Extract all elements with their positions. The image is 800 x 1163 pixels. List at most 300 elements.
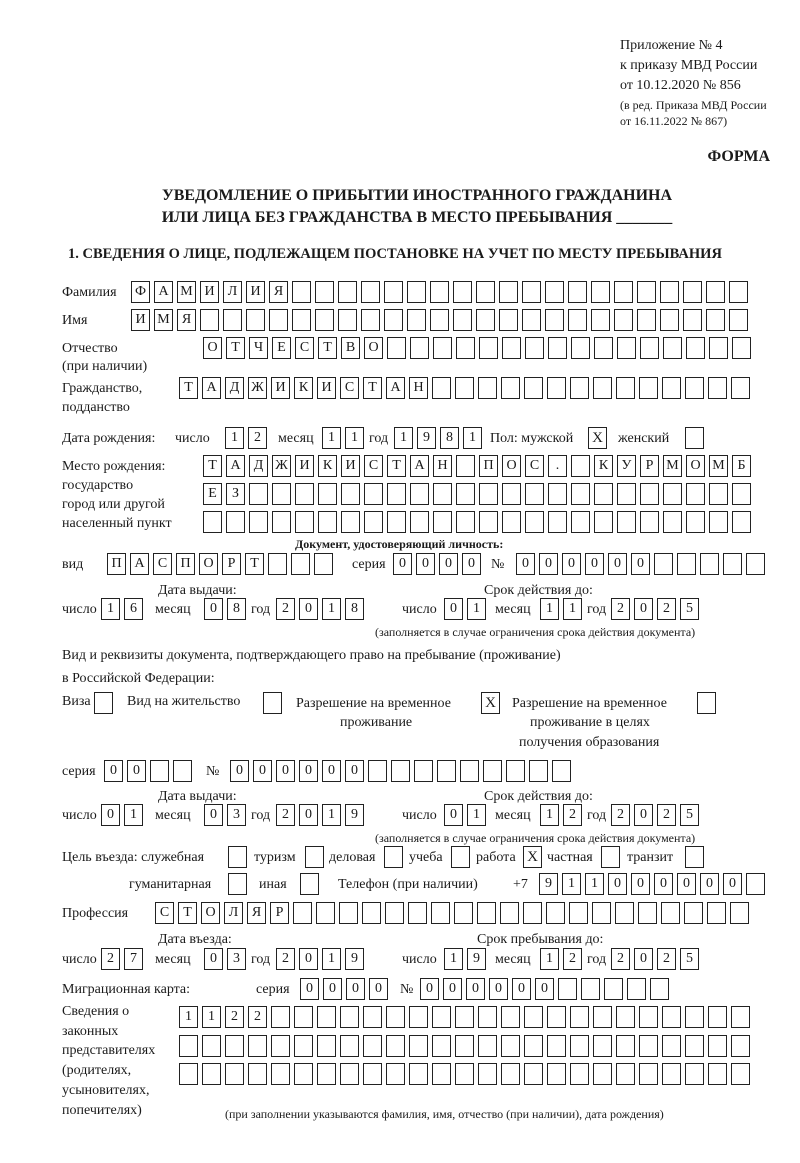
char-cell[interactable]: 1 — [463, 427, 482, 449]
char-cell[interactable]: 1 — [101, 598, 120, 620]
id-number-field[interactable] — [516, 553, 765, 575]
char-cell[interactable]: Т — [178, 902, 197, 924]
char-cell[interactable] — [546, 902, 565, 924]
char-cell[interactable]: М — [663, 455, 682, 477]
char-cell[interactable] — [616, 377, 635, 399]
char-cell[interactable]: 2 — [276, 804, 295, 826]
char-cell[interactable] — [483, 760, 502, 782]
char-cell[interactable] — [294, 1035, 313, 1057]
char-cell[interactable]: 1 — [124, 804, 143, 826]
char-cell[interactable]: З — [226, 483, 245, 505]
char-cell[interactable] — [409, 1006, 428, 1028]
char-cell[interactable]: 1 — [345, 427, 364, 449]
char-cell[interactable]: 1 — [540, 948, 559, 970]
char-cell[interactable] — [686, 337, 705, 359]
char-cell[interactable] — [391, 760, 410, 782]
char-cell[interactable]: 0 — [369, 978, 388, 1000]
char-cell[interactable] — [545, 281, 564, 303]
char-cell[interactable]: И — [271, 377, 290, 399]
char-cell[interactable] — [639, 1006, 658, 1028]
char-cell[interactable] — [318, 511, 337, 533]
char-cell[interactable]: 2 — [101, 948, 120, 970]
char-cell[interactable] — [660, 281, 679, 303]
char-cell[interactable] — [616, 1035, 635, 1057]
sex-female-checkbox[interactable] — [685, 427, 704, 449]
char-cell[interactable] — [708, 1063, 727, 1085]
char-cell[interactable]: 3 — [227, 804, 246, 826]
char-cell[interactable] — [363, 1063, 382, 1085]
char-cell[interactable]: П — [107, 553, 126, 575]
char-cell[interactable]: Т — [179, 377, 198, 399]
char-cell[interactable]: Е — [272, 337, 291, 359]
char-cell[interactable] — [341, 483, 360, 505]
char-cell[interactable] — [477, 902, 496, 924]
char-cell[interactable]: Ф — [131, 281, 150, 303]
char-cell[interactable] — [456, 511, 475, 533]
char-cell[interactable]: 0 — [322, 760, 341, 782]
char-cell[interactable]: 0 — [101, 804, 120, 826]
char-cell[interactable] — [460, 760, 479, 782]
char-cell[interactable] — [501, 377, 520, 399]
char-cell[interactable]: У — [617, 455, 636, 477]
char-cell[interactable] — [729, 281, 748, 303]
char-cell[interactable]: 0 — [512, 978, 531, 1000]
char-cell[interactable]: О — [686, 455, 705, 477]
char-cell[interactable]: Р — [640, 455, 659, 477]
char-cell[interactable] — [638, 902, 657, 924]
char-cell[interactable]: Т — [387, 455, 406, 477]
char-cell[interactable] — [731, 1035, 750, 1057]
char-cell[interactable] — [522, 281, 541, 303]
char-cell[interactable]: О — [364, 337, 383, 359]
char-cell[interactable] — [317, 1035, 336, 1057]
char-cell[interactable] — [294, 1006, 313, 1028]
char-cell[interactable] — [746, 553, 765, 575]
char-cell[interactable] — [640, 511, 659, 533]
char-cell[interactable]: 0 — [634, 948, 653, 970]
char-cell[interactable] — [433, 511, 452, 533]
char-cell[interactable] — [248, 1063, 267, 1085]
char-cell[interactable]: 1 — [540, 804, 559, 826]
char-cell[interactable]: Б — [732, 455, 751, 477]
char-cell[interactable] — [708, 1006, 727, 1028]
char-cell[interactable] — [591, 309, 610, 331]
char-cell[interactable] — [614, 281, 633, 303]
char-cell[interactable]: 2 — [657, 598, 676, 620]
char-cell[interactable]: С — [340, 377, 359, 399]
char-cell[interactable] — [639, 377, 658, 399]
char-cell[interactable]: А — [130, 553, 149, 575]
char-cell[interactable] — [318, 483, 337, 505]
char-cell[interactable]: 0 — [416, 553, 435, 575]
char-cell[interactable] — [453, 281, 472, 303]
char-cell[interactable] — [502, 337, 521, 359]
rep-field-3[interactable] — [179, 1063, 750, 1085]
char-cell[interactable]: 0 — [230, 760, 249, 782]
char-cell[interactable] — [292, 281, 311, 303]
char-cell[interactable] — [637, 281, 656, 303]
char-cell[interactable] — [522, 309, 541, 331]
char-cell[interactable]: С — [364, 455, 383, 477]
char-cell[interactable]: Ж — [272, 455, 291, 477]
stay-number-field[interactable] — [230, 760, 571, 782]
char-cell[interactable]: Л — [223, 281, 242, 303]
char-cell[interactable]: 0 — [299, 948, 318, 970]
char-cell[interactable]: 0 — [723, 873, 742, 895]
char-cell[interactable]: 9 — [345, 948, 364, 970]
char-cell[interactable]: 0 — [127, 760, 146, 782]
char-cell[interactable] — [338, 309, 357, 331]
stay-issue-year-field[interactable] — [276, 804, 364, 826]
char-cell[interactable] — [407, 309, 426, 331]
char-cell[interactable] — [685, 1006, 704, 1028]
char-cell[interactable]: 1 — [585, 873, 604, 895]
char-cell[interactable]: 0 — [654, 873, 673, 895]
char-cell[interactable]: 0 — [677, 873, 696, 895]
char-cell[interactable]: 2 — [276, 598, 295, 620]
char-cell[interactable]: Р — [270, 902, 289, 924]
char-cell[interactable]: 1 — [322, 427, 341, 449]
char-cell[interactable] — [386, 1035, 405, 1057]
char-cell[interactable]: 2 — [657, 948, 676, 970]
birthplace-field-1[interactable] — [203, 455, 751, 477]
char-cell[interactable] — [661, 902, 680, 924]
char-cell[interactable]: . — [548, 455, 567, 477]
char-cell[interactable] — [663, 483, 682, 505]
char-cell[interactable] — [407, 281, 426, 303]
id-series-field[interactable] — [393, 553, 481, 575]
purpose-business-checkbox[interactable] — [384, 846, 403, 868]
char-cell[interactable] — [203, 511, 222, 533]
char-cell[interactable] — [179, 1063, 198, 1085]
char-cell[interactable] — [363, 1006, 382, 1028]
char-cell[interactable] — [202, 1063, 221, 1085]
char-cell[interactable] — [525, 483, 544, 505]
char-cell[interactable]: И — [317, 377, 336, 399]
char-cell[interactable] — [248, 1035, 267, 1057]
char-cell[interactable]: Л — [224, 902, 243, 924]
char-cell[interactable] — [315, 281, 334, 303]
char-cell[interactable] — [271, 1035, 290, 1057]
char-cell[interactable] — [640, 483, 659, 505]
char-cell[interactable]: Ж — [248, 377, 267, 399]
stay-until-day-field[interactable] — [444, 948, 486, 970]
char-cell[interactable] — [479, 511, 498, 533]
char-cell[interactable] — [571, 511, 590, 533]
char-cell[interactable] — [506, 760, 525, 782]
char-cell[interactable] — [387, 483, 406, 505]
char-cell[interactable]: Т — [363, 377, 382, 399]
char-cell[interactable]: С — [295, 337, 314, 359]
char-cell[interactable]: 0 — [444, 598, 463, 620]
char-cell[interactable]: 0 — [323, 978, 342, 1000]
char-cell[interactable]: М — [177, 281, 196, 303]
char-cell[interactable]: 1 — [322, 948, 341, 970]
char-cell[interactable] — [594, 511, 613, 533]
char-cell[interactable] — [627, 978, 646, 1000]
char-cell[interactable]: 1 — [202, 1006, 221, 1028]
char-cell[interactable] — [686, 511, 705, 533]
char-cell[interactable]: 0 — [345, 760, 364, 782]
char-cell[interactable] — [686, 483, 705, 505]
char-cell[interactable]: О — [199, 553, 218, 575]
char-cell[interactable] — [591, 281, 610, 303]
char-cell[interactable] — [386, 1006, 405, 1028]
stay-series-field[interactable] — [104, 760, 192, 782]
char-cell[interactable] — [456, 337, 475, 359]
char-cell[interactable]: И — [131, 309, 150, 331]
char-cell[interactable] — [225, 1063, 244, 1085]
char-cell[interactable] — [709, 337, 728, 359]
char-cell[interactable]: 1 — [444, 948, 463, 970]
char-cell[interactable]: Е — [203, 483, 222, 505]
char-cell[interactable] — [547, 1063, 566, 1085]
char-cell[interactable]: 3 — [227, 948, 246, 970]
char-cell[interactable] — [432, 1063, 451, 1085]
stay-valid-year-field[interactable] — [611, 804, 699, 826]
char-cell[interactable] — [456, 455, 475, 477]
stay-issue-day-field[interactable] — [101, 804, 143, 826]
char-cell[interactable] — [499, 309, 518, 331]
patronymic-field[interactable] — [203, 337, 751, 359]
char-cell[interactable]: М — [154, 309, 173, 331]
char-cell[interactable] — [179, 1035, 198, 1057]
entry-month-field[interactable] — [204, 948, 246, 970]
char-cell[interactable] — [317, 1063, 336, 1085]
char-cell[interactable] — [524, 377, 543, 399]
char-cell[interactable] — [499, 281, 518, 303]
char-cell[interactable] — [663, 511, 682, 533]
char-cell[interactable] — [432, 377, 451, 399]
char-cell[interactable] — [295, 511, 314, 533]
char-cell[interactable] — [548, 337, 567, 359]
char-cell[interactable]: С — [153, 553, 172, 575]
char-cell[interactable]: Т — [318, 337, 337, 359]
sex-male-checkbox[interactable]: X — [588, 427, 607, 449]
char-cell[interactable] — [615, 902, 634, 924]
char-cell[interactable] — [455, 1006, 474, 1028]
birthplace-field-3[interactable] — [203, 511, 751, 533]
char-cell[interactable] — [476, 281, 495, 303]
char-cell[interactable] — [294, 1063, 313, 1085]
entry-year-field[interactable] — [276, 948, 364, 970]
id-issue-month-field[interactable] — [204, 598, 246, 620]
char-cell[interactable] — [225, 1035, 244, 1057]
id-valid-year-field[interactable] — [611, 598, 699, 620]
char-cell[interactable]: О — [502, 455, 521, 477]
char-cell[interactable] — [502, 511, 521, 533]
char-cell[interactable] — [662, 1063, 681, 1085]
char-cell[interactable] — [249, 483, 268, 505]
char-cell[interactable]: А — [202, 377, 221, 399]
char-cell[interactable] — [361, 281, 380, 303]
purpose-tourism-checkbox[interactable] — [305, 846, 324, 868]
char-cell[interactable] — [732, 511, 751, 533]
char-cell[interactable]: 2 — [611, 948, 630, 970]
char-cell[interactable] — [593, 1006, 612, 1028]
char-cell[interactable] — [685, 1063, 704, 1085]
char-cell[interactable]: 9 — [539, 873, 558, 895]
name-field[interactable] — [131, 309, 748, 331]
char-cell[interactable] — [364, 483, 383, 505]
char-cell[interactable]: 1 — [225, 427, 244, 449]
char-cell[interactable] — [173, 760, 192, 782]
char-cell[interactable] — [707, 902, 726, 924]
char-cell[interactable] — [547, 1035, 566, 1057]
char-cell[interactable] — [616, 1063, 635, 1085]
char-cell[interactable] — [571, 337, 590, 359]
char-cell[interactable]: 0 — [204, 598, 223, 620]
char-cell[interactable]: 9 — [345, 804, 364, 826]
char-cell[interactable]: 5 — [680, 948, 699, 970]
char-cell[interactable] — [731, 1063, 750, 1085]
char-cell[interactable]: И — [295, 455, 314, 477]
char-cell[interactable]: 8 — [227, 598, 246, 620]
char-cell[interactable]: Р — [222, 553, 241, 575]
char-cell[interactable] — [525, 511, 544, 533]
char-cell[interactable] — [271, 1006, 290, 1028]
char-cell[interactable] — [617, 337, 636, 359]
char-cell[interactable]: Д — [249, 455, 268, 477]
char-cell[interactable] — [723, 553, 742, 575]
char-cell[interactable] — [706, 309, 725, 331]
char-cell[interactable] — [639, 1063, 658, 1085]
char-cell[interactable] — [706, 281, 725, 303]
char-cell[interactable]: 0 — [444, 804, 463, 826]
char-cell[interactable]: 0 — [634, 598, 653, 620]
char-cell[interactable] — [478, 1063, 497, 1085]
char-cell[interactable] — [341, 511, 360, 533]
char-cell[interactable] — [384, 281, 403, 303]
char-cell[interactable] — [568, 309, 587, 331]
char-cell[interactable] — [524, 1006, 543, 1028]
char-cell[interactable]: Н — [409, 377, 428, 399]
char-cell[interactable] — [431, 902, 450, 924]
char-cell[interactable] — [594, 483, 613, 505]
char-cell[interactable]: 1 — [540, 598, 559, 620]
purpose-study-checkbox[interactable] — [451, 846, 470, 868]
char-cell[interactable] — [685, 1035, 704, 1057]
purpose-transit-checkbox[interactable] — [685, 846, 704, 868]
char-cell[interactable] — [604, 978, 623, 1000]
char-cell[interactable]: 0 — [439, 553, 458, 575]
char-cell[interactable]: 2 — [248, 1006, 267, 1028]
citizenship-field[interactable] — [179, 377, 750, 399]
char-cell[interactable]: 1 — [394, 427, 413, 449]
char-cell[interactable]: 0 — [443, 978, 462, 1000]
char-cell[interactable] — [409, 1035, 428, 1057]
char-cell[interactable] — [581, 978, 600, 1000]
char-cell[interactable] — [571, 483, 590, 505]
char-cell[interactable] — [640, 337, 659, 359]
char-cell[interactable] — [614, 309, 633, 331]
char-cell[interactable] — [269, 309, 288, 331]
char-cell[interactable] — [593, 377, 612, 399]
char-cell[interactable]: А — [410, 455, 429, 477]
char-cell[interactable] — [677, 553, 696, 575]
edu-residence-checkbox[interactable] — [697, 692, 716, 714]
char-cell[interactable] — [433, 337, 452, 359]
char-cell[interactable]: М — [709, 455, 728, 477]
purpose-other-checkbox[interactable] — [300, 873, 319, 895]
char-cell[interactable] — [246, 309, 265, 331]
char-cell[interactable] — [340, 1063, 359, 1085]
char-cell[interactable] — [150, 760, 169, 782]
char-cell[interactable]: 8 — [440, 427, 459, 449]
mc-number-field[interactable] — [420, 978, 669, 1000]
char-cell[interactable] — [570, 1006, 589, 1028]
char-cell[interactable] — [639, 1035, 658, 1057]
char-cell[interactable] — [731, 1006, 750, 1028]
char-cell[interactable]: 0 — [299, 760, 318, 782]
purpose-official-checkbox[interactable] — [228, 846, 247, 868]
char-cell[interactable]: А — [386, 377, 405, 399]
char-cell[interactable] — [272, 483, 291, 505]
char-cell[interactable]: 0 — [608, 873, 627, 895]
char-cell[interactable] — [340, 1006, 359, 1028]
char-cell[interactable]: К — [594, 455, 613, 477]
char-cell[interactable]: 0 — [535, 978, 554, 1000]
char-cell[interactable] — [200, 309, 219, 331]
stay-until-year-field[interactable] — [611, 948, 699, 970]
char-cell[interactable] — [529, 760, 548, 782]
char-cell[interactable]: 8 — [345, 598, 364, 620]
char-cell[interactable]: А — [226, 455, 245, 477]
char-cell[interactable]: 1 — [322, 598, 341, 620]
id-valid-day-field[interactable] — [444, 598, 486, 620]
char-cell[interactable]: 0 — [300, 978, 319, 1000]
char-cell[interactable]: 0 — [466, 978, 485, 1000]
char-cell[interactable] — [502, 483, 521, 505]
char-cell[interactable] — [558, 978, 577, 1000]
char-cell[interactable] — [524, 1035, 543, 1057]
char-cell[interactable]: Н — [433, 455, 452, 477]
char-cell[interactable] — [478, 377, 497, 399]
char-cell[interactable]: 0 — [585, 553, 604, 575]
char-cell[interactable] — [292, 309, 311, 331]
char-cell[interactable] — [479, 483, 498, 505]
char-cell[interactable]: 2 — [248, 427, 267, 449]
char-cell[interactable] — [662, 1035, 681, 1057]
char-cell[interactable] — [501, 1035, 520, 1057]
char-cell[interactable]: 0 — [631, 873, 650, 895]
char-cell[interactable] — [430, 281, 449, 303]
char-cell[interactable]: 0 — [634, 804, 653, 826]
temp-residence-checkbox[interactable]: X — [481, 692, 500, 714]
char-cell[interactable]: 5 — [680, 598, 699, 620]
char-cell[interactable]: 0 — [276, 760, 295, 782]
char-cell[interactable] — [361, 309, 380, 331]
char-cell[interactable] — [455, 1063, 474, 1085]
char-cell[interactable] — [271, 1063, 290, 1085]
char-cell[interactable] — [663, 337, 682, 359]
char-cell[interactable] — [340, 1035, 359, 1057]
char-cell[interactable]: 1 — [562, 873, 581, 895]
char-cell[interactable] — [339, 902, 358, 924]
char-cell[interactable] — [616, 1006, 635, 1028]
birth-month-field[interactable] — [322, 427, 364, 449]
char-cell[interactable] — [662, 377, 681, 399]
phone-field[interactable] — [539, 873, 765, 895]
residence-permit-checkbox[interactable] — [263, 692, 282, 714]
char-cell[interactable] — [570, 1035, 589, 1057]
char-cell[interactable]: 0 — [104, 760, 123, 782]
char-cell[interactable]: 0 — [700, 873, 719, 895]
char-cell[interactable] — [746, 873, 765, 895]
char-cell[interactable] — [525, 337, 544, 359]
char-cell[interactable] — [547, 1006, 566, 1028]
char-cell[interactable] — [295, 483, 314, 505]
